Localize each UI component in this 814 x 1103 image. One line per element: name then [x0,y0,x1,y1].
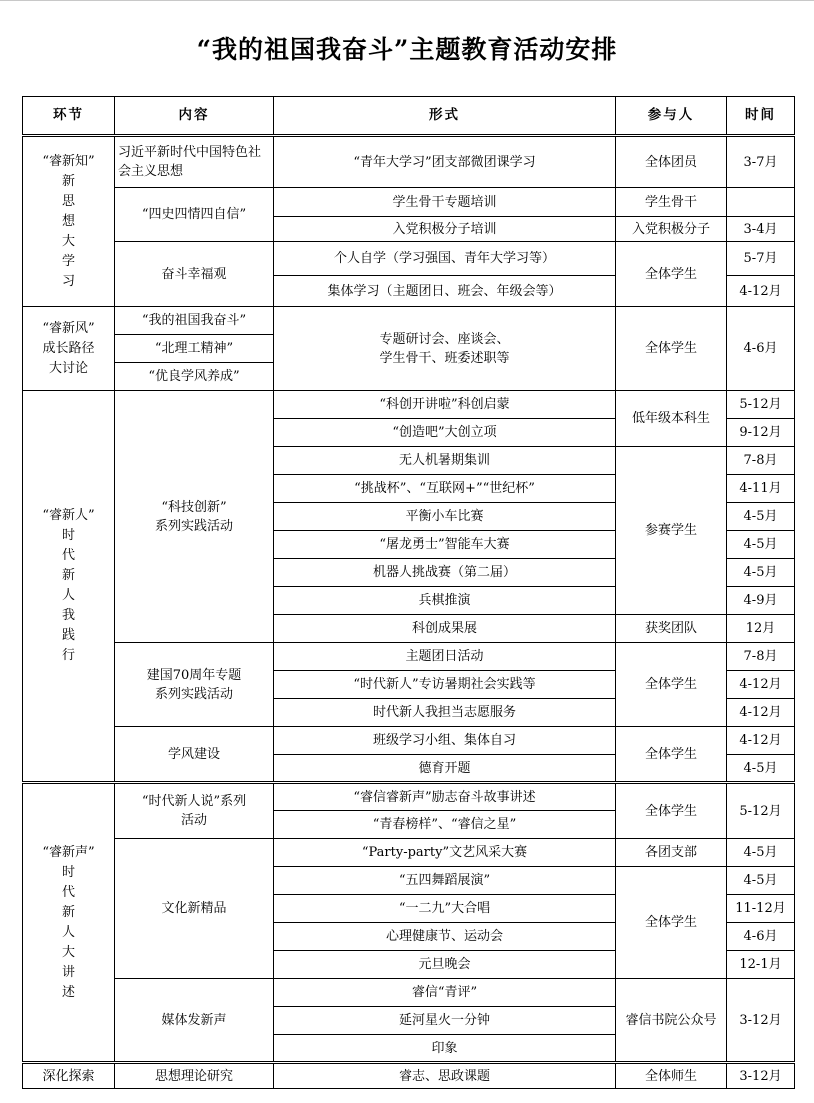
participant-cell: 参赛学生 [616,447,727,615]
stage-cell: 深化探索 [23,1063,115,1089]
header-row [23,97,795,136]
content-cell: 习近平新时代中国特色社会主义思想 [115,136,274,188]
time-cell: 7-8月 [727,447,795,475]
table-row [23,727,795,755]
participant-cell: 全体学生 [616,783,727,839]
participant-cell: 全体师生 [616,1063,727,1089]
time-cell: 4-12月 [727,699,795,727]
table-row [23,1063,795,1089]
form-cell: “挑战杯”、“互联网+”“世纪杯” [274,475,616,503]
form-cell: 主题团日活动 [274,643,616,671]
time-cell: 3-7月 [727,136,795,188]
form-cell: “睿信睿新声”励志奋斗故事讲述 [274,783,616,811]
table-row [23,307,795,335]
time-cell: 5-12月 [727,783,795,839]
time-cell: 5-12月 [727,391,795,419]
participant-cell: 学生骨干 [616,188,727,217]
time-cell: 4-11月 [727,475,795,503]
time-cell: 7-8月 [727,643,795,671]
time-cell: 4-5月 [727,867,795,895]
table-row [23,242,795,276]
form-cell: 心理健康节、运动会 [274,923,616,951]
form-cell: “青年大学习”团支部微团课学习 [274,136,616,188]
form-cell: 科创成果展 [274,615,616,643]
content-cell: “优良学风养成” [115,363,274,391]
table-row [23,643,795,671]
content-cell: “北理工精神” [115,335,274,363]
form-cell: 时代新人我担当志愿服务 [274,699,616,727]
stage-cell: “睿新知” 新 思 想 大 学 习 [23,136,115,307]
page-title: “我的祖国我奋斗”主题教育活动安排 [196,35,618,64]
time-cell: 9-12月 [727,419,795,447]
table-row [23,391,795,419]
participant-cell: 各团支部 [616,839,727,867]
form-cell: “Party-party”文艺风采大赛 [274,839,616,867]
form-cell: 平衡小车比赛 [274,503,616,531]
content-cell: “我的祖国我奋斗” [115,307,274,335]
form-cell: 学生骨干专题培训 [274,188,616,217]
time-cell: 4-5月 [727,559,795,587]
content-cell: “四史四情四自信” [115,188,274,242]
form-cell: 睿志、思政课题 [274,1063,616,1089]
content-cell: “科技创新” 系列实践活动 [115,391,274,643]
stage-cell: “睿新声” 时 代 新 人 大 讲 述 [23,783,115,1063]
participant-cell: 睿信书院公众号 [616,979,727,1063]
time-cell: 4-12月 [727,671,795,699]
form-cell: 延河星火一分钟 [274,1007,616,1035]
content-cell: 建国70周年专题 系列实践活动 [115,643,274,727]
participant-cell: 低年级本科生 [616,391,727,447]
table-row [23,979,795,1007]
time-cell: 3-12月 [727,1063,795,1089]
header-time: 时间 [727,97,795,136]
time-cell: 4-5月 [727,839,795,867]
time-cell: 4-5月 [727,755,795,783]
participant-cell: 全体学生 [616,307,727,391]
form-cell: 元旦晚会 [274,951,616,979]
form-cell: “时代新人”专访暑期社会实践等 [274,671,616,699]
content-cell: 文化新精品 [115,839,274,979]
participant-cell: 全体团员 [616,136,727,188]
time-cell: 3-12月 [727,979,795,1063]
content-cell: 媒体发新声 [115,979,274,1063]
participant-cell: 全体学生 [616,242,727,307]
form-cell: 个人自学（学习强国、青年大学习等） [274,242,616,276]
participant-cell: 全体学生 [616,643,727,727]
participant-cell: 全体学生 [616,727,727,783]
content-cell: “时代新人说”系列 活动 [115,783,274,839]
time-cell: 4-6月 [727,923,795,951]
time-cell: 5-7月 [727,242,795,276]
table-row [23,783,795,811]
form-cell: 入党积极分子培训 [274,217,616,242]
form-cell: 班级学习小组、集体自习 [274,727,616,755]
form-cell: 兵棋推演 [274,587,616,615]
content-cell: 学风建设 [115,727,274,783]
form-cell: 无人机暑期集训 [274,447,616,475]
stage-cell: “睿新风” 成长路径 大讨论 [23,307,115,391]
content-cell: 思想理论研究 [115,1063,274,1089]
form-cell: 专题研讨会、座谈会、 学生骨干、班委述职等 [274,307,616,391]
form-cell: “创造吧”大创立项 [274,419,616,447]
form-cell: 机器人挑战赛（第二届） [274,559,616,587]
time-cell: 12月 [727,615,795,643]
time-cell: 4-6月 [727,307,795,391]
participant-cell: 获奖团队 [616,615,727,643]
form-cell: “屠龙勇士”智能车大赛 [274,531,616,559]
table-row [23,188,795,217]
stage-cell: “睿新人” 时 代 新 人 我 践 行 [23,391,115,783]
schedule-table [22,96,795,1089]
top-divider [0,0,814,1]
form-cell: 集体学习（主题团日、班会、年级会等） [274,276,616,307]
form-cell: “五四舞蹈展演” [274,867,616,895]
time-cell: 3-4月 [727,217,795,242]
content-cell: 奋斗幸福观 [115,242,274,307]
time-cell: 4-9月 [727,587,795,615]
time-cell [727,188,795,217]
header-content: 内容 [115,97,274,136]
time-cell: 4-5月 [727,503,795,531]
form-cell: 德育开题 [274,755,616,783]
header-participants: 参与人 [616,97,727,136]
header-stage: 环节 [23,97,115,136]
time-cell: 12-1月 [727,951,795,979]
time-cell: 4-12月 [727,727,795,755]
form-cell: “青春榜样”、“睿信之星” [274,811,616,839]
table-row [23,839,795,867]
time-cell: 11-12月 [727,895,795,923]
participant-cell: 全体学生 [616,867,727,979]
table-row [23,136,795,188]
form-cell: 睿信“青评” [274,979,616,1007]
participant-cell: 入党积极分子 [616,217,727,242]
form-cell: “一二九”大合唱 [274,895,616,923]
form-cell: 印象 [274,1035,616,1063]
form-cell: “科创开讲啦”科创启蒙 [274,391,616,419]
time-cell: 4-5月 [727,531,795,559]
time-cell: 4-12月 [727,276,795,307]
header-form: 形式 [274,97,616,136]
